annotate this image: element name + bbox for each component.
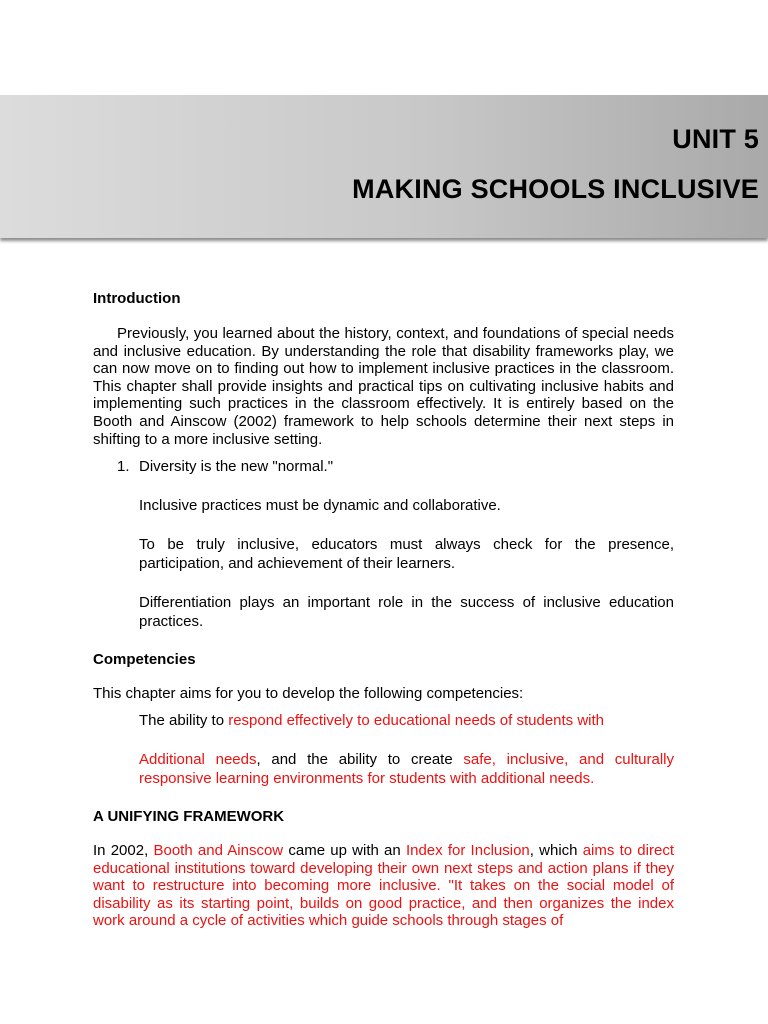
list-number: 1. bbox=[117, 458, 130, 475]
competency-item-continued bbox=[139, 750, 674, 788]
list-item bbox=[139, 593, 674, 631]
framework-text: came up with an bbox=[283, 842, 406, 859]
competencies-intro: This chapter aims for you to develop the following competencies: bbox=[93, 685, 524, 702]
framework-red-text: aims to direct educational institutions toward developing their own next steps and action plans if they want to restructure into becoming more inclusive. "It takes on the social model of disability as its starting point, builds on good practice, and then organizes the index work around a cycle of activities which guide schools through stages of bbox=[93, 842, 674, 930]
framework-red-text: Booth and Ainscow bbox=[153, 842, 284, 859]
list-item-text: Differentiation plays an important role in the success of inclusive education practices. bbox=[139, 594, 674, 630]
competency-middle-text: , and the ability to create bbox=[256, 751, 464, 768]
competency-red-text: respond effectively to educational needs of students with bbox=[228, 712, 605, 729]
unit-title: MAKING SCHOOLS INCLUSIVE bbox=[352, 174, 759, 204]
unit-banner bbox=[0, 95, 768, 238]
list-item-text: To be truly inclusive, educators must always check for the presence, participation, and achievement of their learners. bbox=[139, 536, 674, 572]
competency-item bbox=[139, 711, 674, 730]
framework-paragraph bbox=[93, 842, 674, 930]
competency-red-text: safe, inclusive, and culturally responsive learning environments for students with additional needs. bbox=[139, 751, 674, 787]
introduction-heading: Introduction bbox=[93, 290, 181, 307]
list-item bbox=[139, 496, 674, 515]
list-item-text: Diversity is the new "normal." bbox=[139, 458, 334, 475]
framework-heading: A UNIFYING FRAMEWORK bbox=[93, 808, 285, 825]
competency-red-text: Additional needs bbox=[139, 751, 257, 768]
framework-text: In 2002, bbox=[93, 842, 154, 859]
introduction-paragraph: Previously, you learned about the history, context, and foundations of special needs and inclusive education. By understanding the role that disability frameworks play, we can now move on to finding out how to implement inclusive practices in the classroom. This chapter shall provide insights and practical tips on cultivating inclusive habits and implementing such practices in the classroom effectively. It is entirely based on the Booth and Ainscow (2002) framework to help schools determine their next steps in shifting to a more inclusive setting. bbox=[93, 325, 674, 448]
competency-prefix: The ability to bbox=[139, 712, 229, 729]
list-item-text: Inclusive practices must be dynamic and collaborative. bbox=[139, 497, 501, 514]
list-item bbox=[139, 535, 674, 573]
competencies-heading: Competencies bbox=[93, 651, 196, 668]
framework-text: , which bbox=[529, 842, 583, 859]
list-item bbox=[117, 457, 674, 476]
framework-red-text: Index for Inclusion bbox=[405, 842, 530, 859]
unit-number: UNIT 5 bbox=[672, 124, 759, 154]
